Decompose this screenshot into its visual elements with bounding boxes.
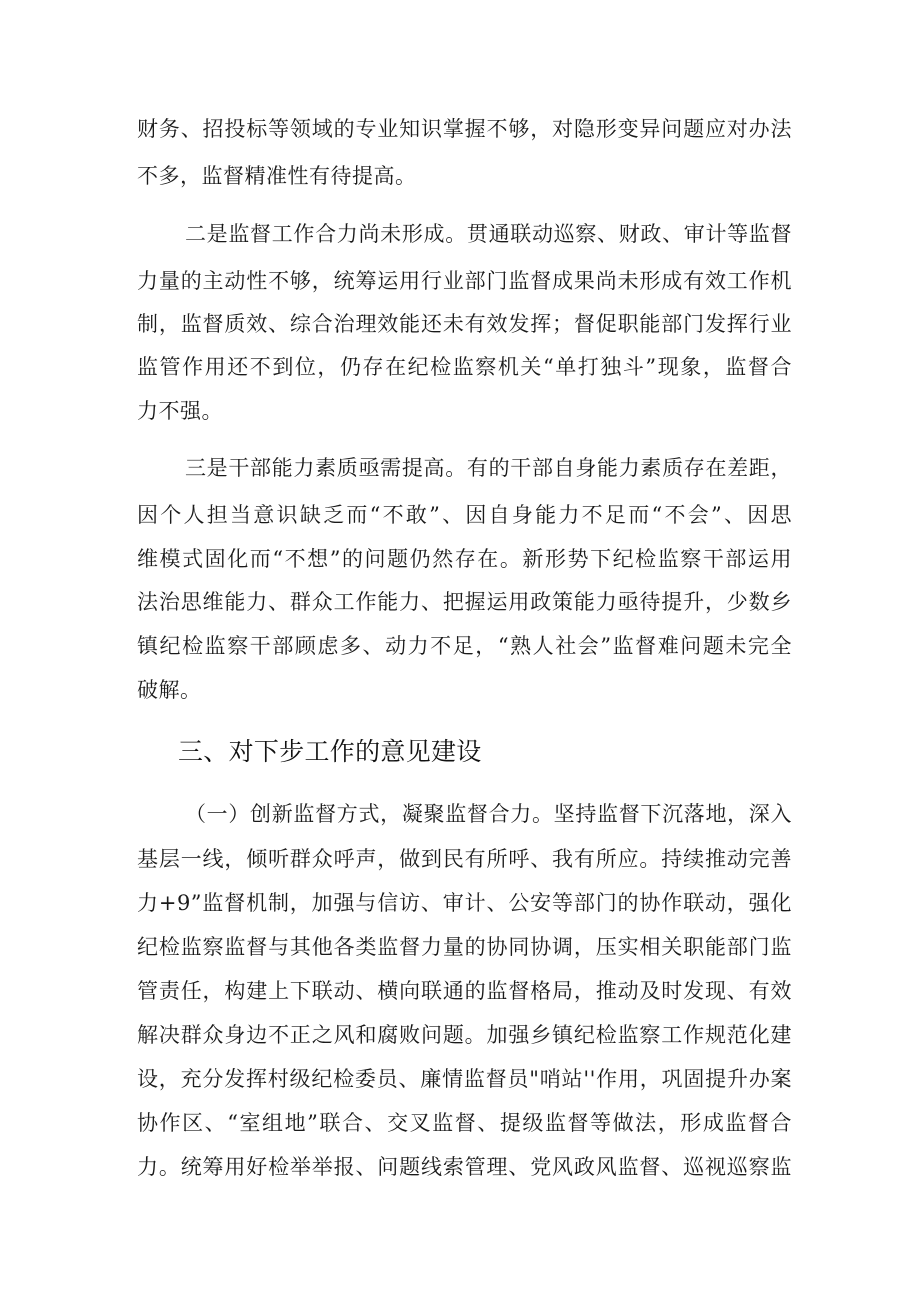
text-line: （一）创新监督方式，凝聚监督合力。坚持监督下沉落地，深入 bbox=[185, 802, 792, 826]
text-line: 设，充分发挥村级纪检委员、廉情监督员"哨站''作用，巩固提升办案 bbox=[137, 1067, 792, 1091]
text-line: 力。统筹用好检举举报、问题线索管理、党风政风监督、巡视巡察监 bbox=[137, 1155, 792, 1179]
text-line: 纪检监察监督与其他各类监督力量的协同协调，压实相关职能部门监 bbox=[137, 935, 792, 959]
text-line: 镇纪检监察干部顾虑多、动力不足，“熟人社会”监督难问题未完全 bbox=[137, 634, 792, 658]
text-line: 制，监督质效、综合治理效能还未有效发挥；督促职能部门发挥行业 bbox=[137, 312, 792, 336]
text-line: 力+9”监督机制，加强与信访、审计、公安等部门的协作联动，强化 bbox=[137, 891, 792, 915]
text-line: 二是监督工作合力尚未形成。贯通联动巡察、财政、审计等监督 bbox=[185, 222, 792, 246]
text-line: 维模式固化而“不想”的问题仍然存在。新形势下纪检监察干部运用 bbox=[137, 547, 792, 571]
text-line: 财务、招投标等领域的专业知识掌握不够，对隐形变异问题应对办法 bbox=[137, 117, 792, 141]
text-line: 监管作用还不到位，仍存在纪检监察机关“单打独斗”现象，监督合 bbox=[137, 355, 792, 379]
text-line: 解决群众身边不正之风和腐败问题。加强乡镇纪检监察工作规范化建 bbox=[137, 1023, 792, 1047]
text-line: 破解。 bbox=[137, 678, 202, 702]
text-line: 力不强。 bbox=[137, 399, 223, 423]
text-line: 三是干部能力素质亟需提高。有的干部自身能力素质存在差距， bbox=[185, 456, 792, 480]
text-line: 基层一线，倾听群众呼声，做到民有所呼、我有所应。持续推动完善 bbox=[137, 847, 792, 871]
text-line: 不多，监督精准性有待提高。 bbox=[137, 164, 417, 188]
text-line: 力量的主动性不够，统筹运用行业部门监督成果尚未形成有效工作机 bbox=[137, 269, 792, 293]
text-line: 法治思维能力、群众工作能力、把握运用政策能力亟待提升，少数乡 bbox=[137, 590, 792, 614]
text-line: 管责任，构建上下联动、横向联通的监督格局，推动及时发现、有效 bbox=[137, 979, 792, 1003]
text-line: 因个人担当意识缺乏而“不敢”、因自身能力不足而“不会”、因思 bbox=[137, 503, 792, 527]
text-line: 协作区、“室组地”联合、交叉监督、提级监督等做法，形成监督合 bbox=[137, 1111, 792, 1135]
section-heading: 三、对下步工作的意见建设 bbox=[178, 737, 482, 766]
